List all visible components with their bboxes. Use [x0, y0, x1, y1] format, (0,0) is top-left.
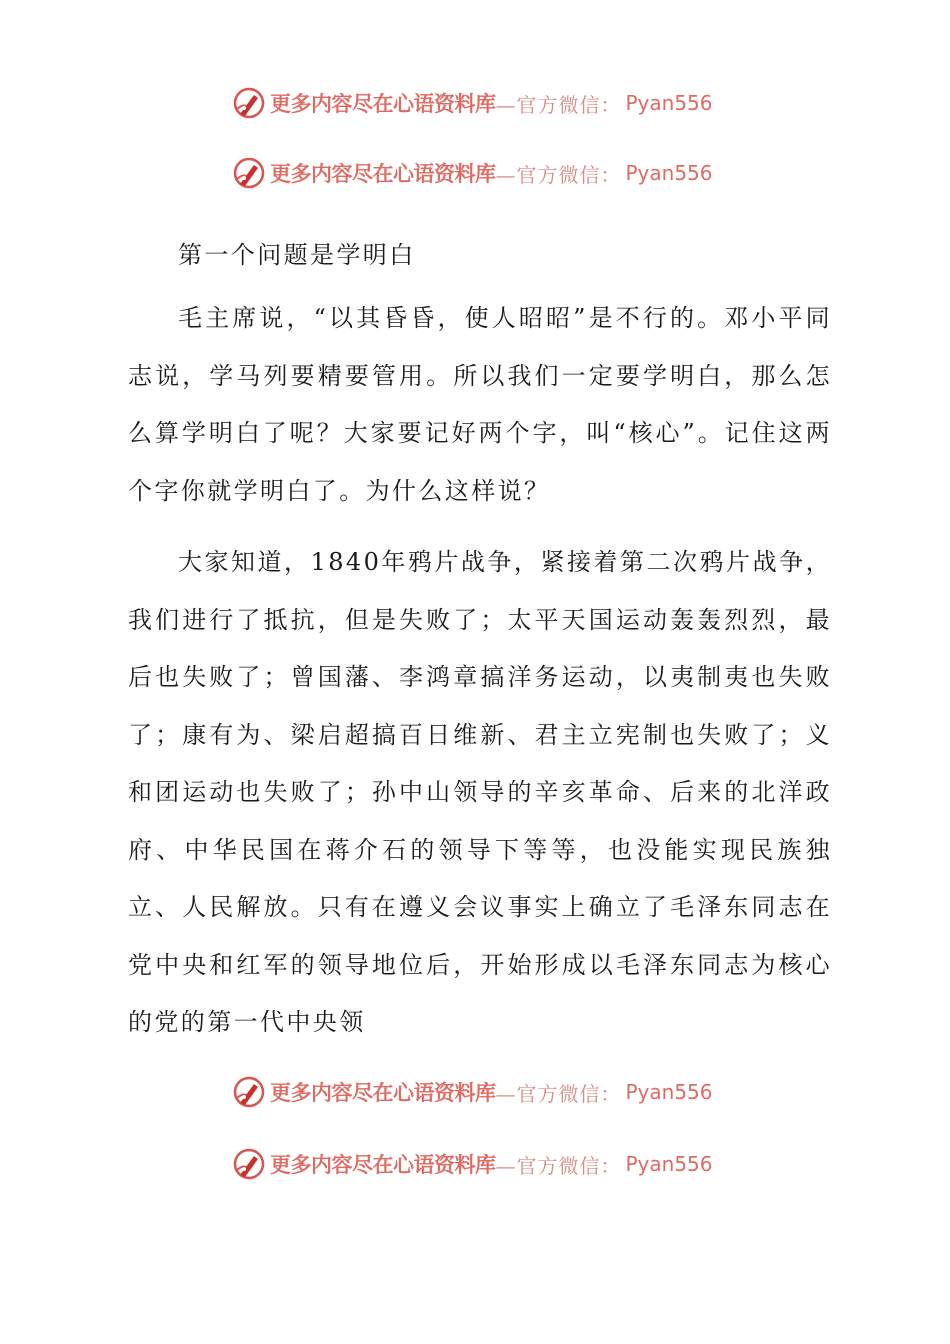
pen-nib-logo-icon [232, 86, 266, 120]
pen-nib-logo-icon [232, 1147, 266, 1181]
watermark-banner [232, 1144, 752, 1184]
watermark-wechat-id: Pyan556 [625, 161, 713, 185]
watermark-text: 更多内容尽在心语资料库 [270, 1080, 496, 1105]
watermark-wechat-id: Pyan556 [625, 1080, 713, 1104]
watermark-subtext: —官方微信： [495, 1081, 622, 1106]
body-paragraph: 大家知道，1840年鸦片战争，紧接着第二次鸦片战争，我们进行了抵抗，但是失败了；太平天国运动轰轰烈烈，最后也失败了；曾国藩、李鸿章搞洋务运动，以夷制夷也失败了；康有为、梁启超搞百日维新、君主立宪制也失败了；义和团运动也失败了；孙中山领导的辛亥革命、后来的北洋政府、中华民国在蒋介石的领导下等等，也没能实现民族独立、人民解放。只有在遵义会议事实上确立了毛泽东同志在党中央和红军的领导地位后，开始形成以毛泽东同志为核心的党的第一代中央领 [128, 548, 832, 1036]
document-body [128, 232, 832, 1066]
watermark-subtext: —官方微信： [495, 162, 622, 187]
watermark-wechat-id: Pyan556 [625, 91, 713, 115]
watermark-text: 更多内容尽在心语资料库 [270, 1152, 496, 1177]
watermark-wechat-id: Pyan556 [625, 1152, 713, 1176]
watermark-text: 更多内容尽在心语资料库 [270, 161, 496, 186]
watermark-banner [232, 83, 752, 123]
watermark-subtext: —官方微信： [495, 1153, 622, 1178]
body-paragraph: 毛主席说，“以其昏昏，使人昭昭”是不行的。邓小平同志说，学马列要精要管用。所以我们一定要学明白，那么怎么算学明白了呢？大家要记好两个字，叫“核心”。记住这两个字你就学明白了。为什么这样说？ [128, 304, 832, 505]
watermark-text: 更多内容尽在心语资料库 [270, 91, 496, 116]
watermark-banner [232, 1072, 752, 1112]
watermark-subtext: —官方微信： [495, 92, 622, 117]
watermark-banner [232, 153, 752, 193]
pen-nib-logo-icon [232, 156, 266, 190]
pen-nib-logo-icon [232, 1075, 266, 1109]
section-heading: 第一个问题是学明白 [178, 241, 416, 269]
